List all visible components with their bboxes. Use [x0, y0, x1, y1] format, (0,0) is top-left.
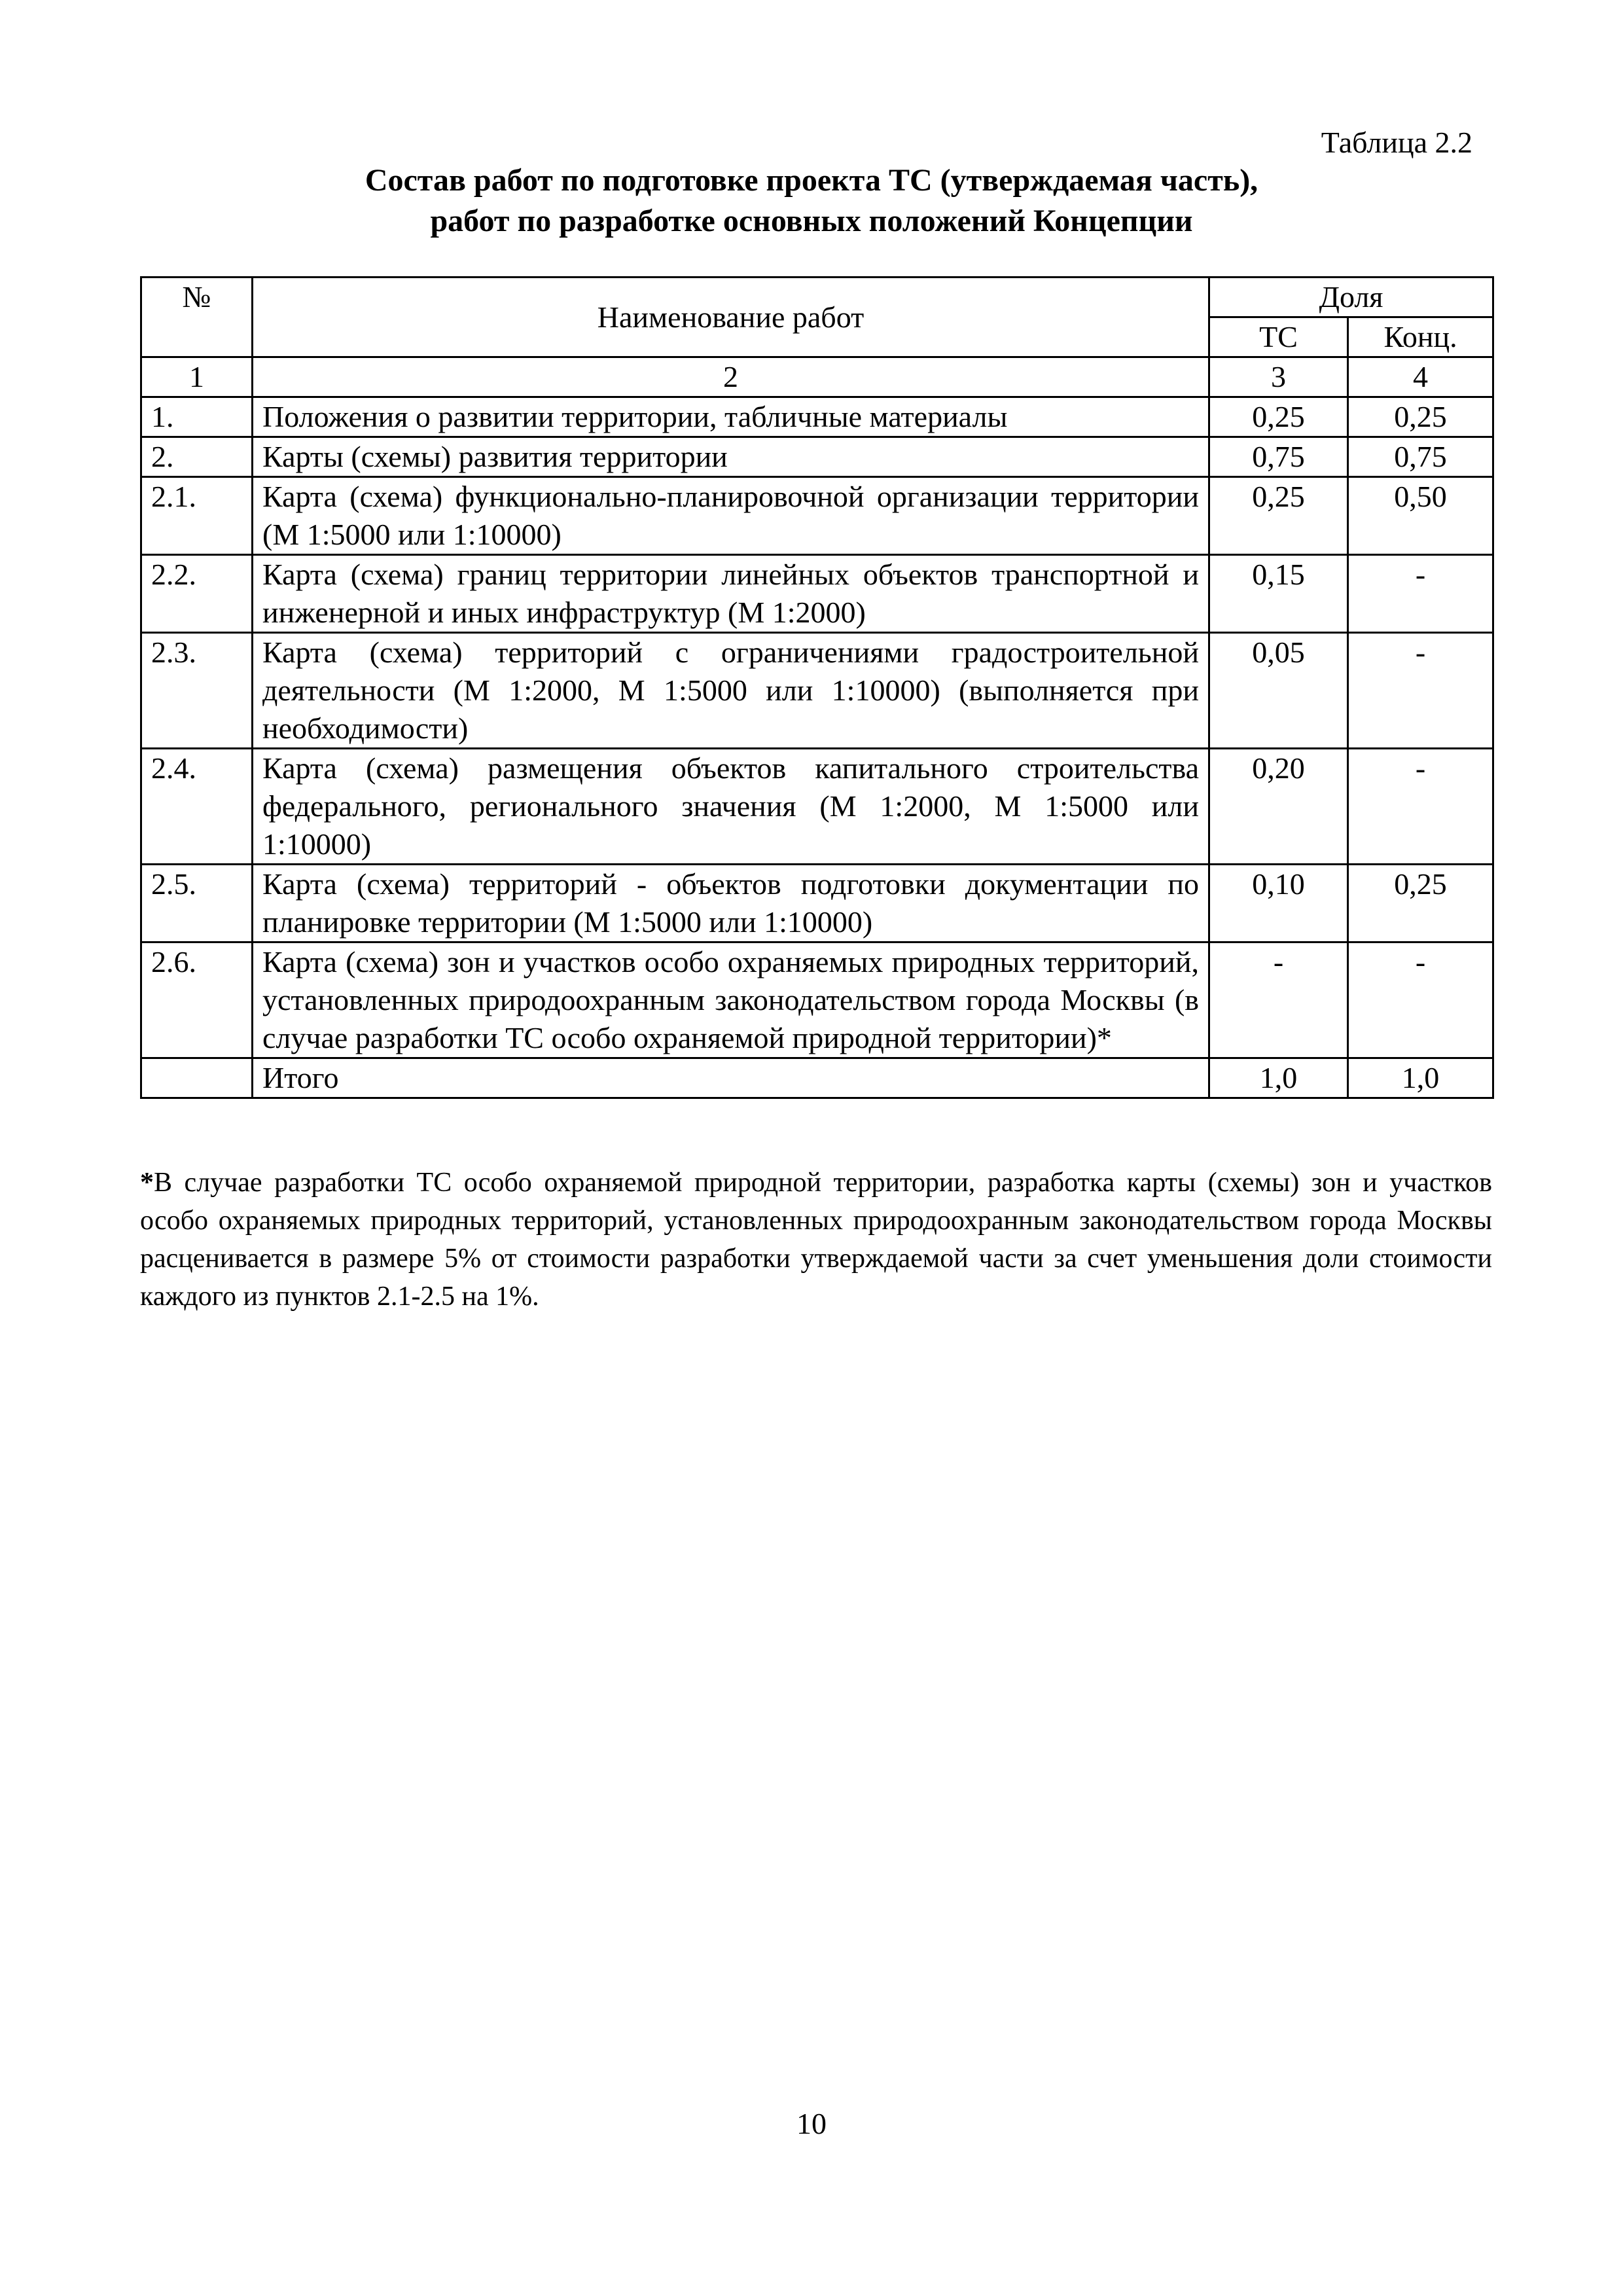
title-line-1: Состав работ по подготовке проекта ТС (утверждаемая часть),: [365, 163, 1258, 198]
header-row-1: [141, 278, 1493, 317]
table-row: [141, 749, 1493, 865]
row-num: 2.3.: [141, 633, 253, 749]
row-name: Положения о развитии территории, табличные материалы: [253, 397, 1209, 437]
header-num: №: [141, 278, 253, 357]
row-name: Карта (схема) зон и участков особо охраняемых природных территорий, установленных природоохранным законодательством города Москвы (в случае разработки ТС особо охраняемой природной территории)*: [253, 942, 1209, 1058]
column-number: 4: [1348, 357, 1493, 397]
row-name: Карта (схема) границ территории линейных объектов транспортной и инженерной и иных инфраструктур (М 1:2000): [253, 555, 1209, 633]
row-num: 2.4.: [141, 749, 253, 865]
table-row: [141, 555, 1493, 633]
title-line-2: работ по разработке основных положений Концепции: [430, 204, 1193, 238]
total-row: [141, 1058, 1493, 1098]
row-konc: -: [1348, 942, 1493, 1058]
table-row: [141, 633, 1493, 749]
row-num: 2.: [141, 437, 253, 477]
row-ts: 0,05: [1209, 633, 1348, 749]
header-share: Доля: [1209, 278, 1493, 317]
row-konc: -: [1348, 633, 1493, 749]
page-number: 10: [796, 2107, 827, 2140]
row-konc: -: [1348, 749, 1493, 865]
row-name: Карта (схема) территорий с ограничениями градостроительной деятельности (М 1:2000, М 1:5000 или 1:10000) (выполняется при необходимости): [253, 633, 1209, 749]
table-row: [141, 437, 1493, 477]
total-konc: 1,0: [1348, 1058, 1493, 1098]
total-ts: 1,0: [1209, 1058, 1348, 1098]
total-label: Итого: [253, 1058, 1209, 1098]
row-ts: 0,25: [1209, 397, 1348, 437]
row-ts: 0,75: [1209, 437, 1348, 477]
works-table: [140, 276, 1494, 1099]
row-num: 2.5.: [141, 865, 253, 942]
row-name: Карты (схемы) развития территории: [253, 437, 1209, 477]
row-ts: -: [1209, 942, 1348, 1058]
footnote-star: *: [140, 1168, 154, 1198]
header-konc: Конц.: [1348, 317, 1493, 357]
row-konc: 0,25: [1348, 397, 1493, 437]
row-konc: -: [1348, 555, 1493, 633]
table-row: [141, 477, 1493, 555]
row-name: Карта (схема) размещения объектов капитального строительства федерального, регионального значения (М 1:2000, М 1:5000 или 1:10000): [253, 749, 1209, 865]
row-name: Карта (схема) функционально-планировочной организации территории (М 1:5000 или 1:10000): [253, 477, 1209, 555]
row-name: Карта (схема) территорий - объектов подготовки документации по планировке территории (М 1:5000 или 1:10000): [253, 865, 1209, 942]
table-label: Таблица 2.2: [1321, 126, 1472, 159]
row-num: 1.: [141, 397, 253, 437]
total-num: [141, 1058, 253, 1098]
row-konc: 0,75: [1348, 437, 1493, 477]
row-konc: 0,25: [1348, 865, 1493, 942]
column-number: 2: [253, 357, 1209, 397]
document-title: [0, 160, 1623, 242]
column-number-row: [141, 357, 1493, 397]
table-row: [141, 397, 1493, 437]
row-ts: 0,25: [1209, 477, 1348, 555]
footnote: [140, 1164, 1492, 1316]
column-number: 1: [141, 357, 253, 397]
row-ts: 0,10: [1209, 865, 1348, 942]
header-ts: ТС: [1209, 317, 1348, 357]
header-name: Наименование работ: [253, 278, 1209, 357]
column-number: 3: [1209, 357, 1348, 397]
table-row: [141, 942, 1493, 1058]
row-num: 2.6.: [141, 942, 253, 1058]
footnote-text: В случае разработки ТС особо охраняемой природной территории, разработка карты (схемы) зон и участков особо охраняемых природных территорий, установленных природоохранным законодательством города Москвы расценивается в размере 5% от стоимости разработки утверждаемой части за счет уменьшения доли стоимости каждого из пунктов 2.1-2.5 на 1%.: [140, 1168, 1492, 1312]
table-row: [141, 865, 1493, 942]
row-num: 2.2.: [141, 555, 253, 633]
row-ts: 0,20: [1209, 749, 1348, 865]
row-num: 2.1.: [141, 477, 253, 555]
row-ts: 0,15: [1209, 555, 1348, 633]
row-konc: 0,50: [1348, 477, 1493, 555]
